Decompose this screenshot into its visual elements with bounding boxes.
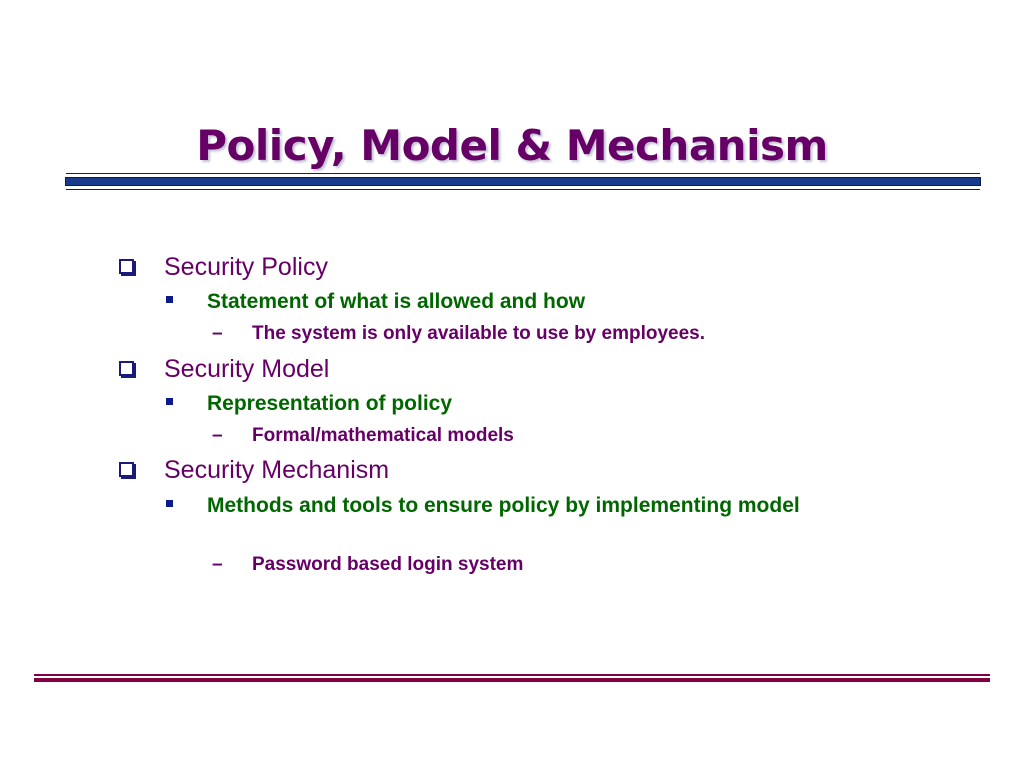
- bullet-heading: Security Policy: [164, 253, 328, 281]
- checkbox-bullet-icon: [119, 361, 134, 376]
- bullet-heading: Security Mechanism: [164, 456, 390, 484]
- bullet-point: Methods and tools to ensure policy by implementing model: [207, 494, 800, 517]
- checkbox-bullet-icon: [119, 259, 134, 274]
- bullet-example: Formal/mathematical models: [252, 425, 514, 446]
- bullet-example: Password based login system: [252, 554, 524, 575]
- checkbox-bullet-icon: [119, 462, 134, 477]
- dash-bullet: –: [212, 425, 223, 446]
- footer-divider: [34, 674, 990, 684]
- bullet-heading: Security Model: [164, 355, 330, 383]
- bullet-example: The system is only available to use by employees.: [252, 323, 706, 344]
- bullet-point: Statement of what is allowed and how: [207, 290, 586, 313]
- square-bullet-icon: [166, 296, 173, 303]
- square-bullet-icon: [166, 398, 173, 405]
- dash-bullet: –: [212, 554, 223, 575]
- bullet-point: Representation of policy: [207, 392, 453, 415]
- square-bullet-icon: [166, 500, 173, 507]
- dash-bullet: –: [212, 323, 223, 344]
- slide-title: Policy, Model & Mechanism: [196, 121, 828, 170]
